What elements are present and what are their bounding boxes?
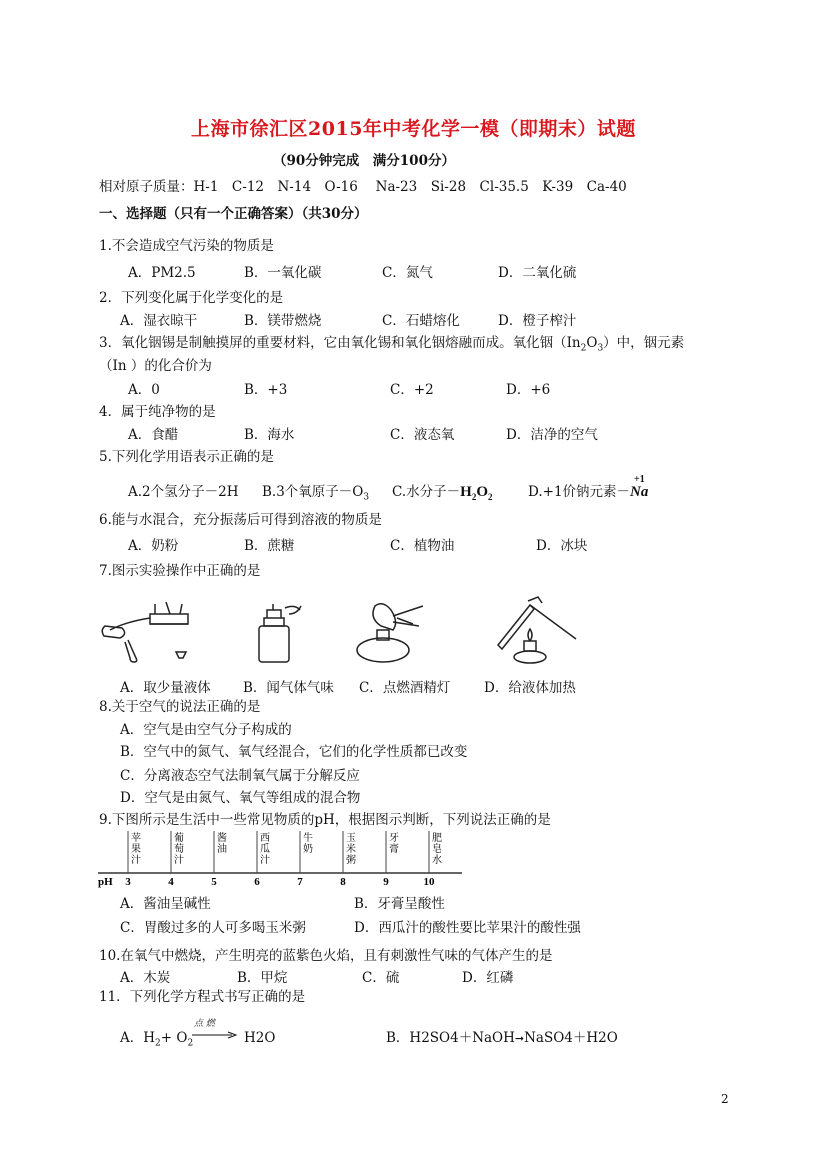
q10-option-d: D．红磷 xyxy=(462,970,514,986)
ph-substance-label: 水 xyxy=(432,855,442,866)
q4-option-c: C．液态氧 xyxy=(390,427,455,443)
q10-option-c: C．硫 xyxy=(362,970,400,986)
q3-stem-line2: （In ）的化合价为 xyxy=(99,358,212,374)
q7-option-d: D．给液体加热 xyxy=(484,680,576,696)
q5-option-b: B.3个氧原子$-O_3$ xyxy=(262,484,370,503)
ph-substance-label: 牙 xyxy=(389,833,399,844)
ph-substance-label: 萄 xyxy=(174,844,184,855)
q10-stem: 10.在氧气中燃烧，产生明亮的蓝紫色火焰，且有刺激性气味的气体产生的是 xyxy=(99,948,553,964)
subtitle: （90分钟完成 满分100分） xyxy=(273,153,455,169)
ph-substance-label: 果 xyxy=(131,844,141,855)
q8-option-b: B．空气中的氮气、氧气经混合，它们的化学性质都已改变 xyxy=(120,744,468,760)
ph-tick-label: 4 xyxy=(168,876,174,888)
q2-option-a: A．湿衣晾干 xyxy=(120,313,198,329)
ph-tick-label: 7 xyxy=(297,876,303,888)
lab-drawing-heating xyxy=(490,595,580,665)
q9-option-d: D．西瓜汁的酸性要比苹果汁的酸性强 xyxy=(354,920,581,936)
ph-substance-label: 粥 xyxy=(346,855,356,866)
ph-substance-label: 油 xyxy=(217,844,227,855)
q6-option-c: C．植物油 xyxy=(390,538,455,554)
arrow-icon: ➞ xyxy=(514,1032,525,1045)
q10-option-a: A．木炭 xyxy=(120,970,171,986)
ph-substance-label: 肥 xyxy=(432,833,442,844)
lab-drawing-alcohol-lamp xyxy=(353,600,433,665)
page-number: 2 xyxy=(721,1092,729,1106)
q5-option-d: D.+1价钠元素－ +1 Na xyxy=(528,474,649,500)
q5-option-c: C.水分子$-H_2O_2$ xyxy=(392,484,493,502)
ph-substance-label: 苹 xyxy=(131,833,141,844)
q5-option-a: A.2个氢分子－2H xyxy=(128,484,239,500)
q6-option-d: D．冰块 xyxy=(536,538,588,554)
q1-option-b: B．一氧化碳 xyxy=(244,265,322,281)
q1-stem: 1.不会造成空气污染的物质是 xyxy=(99,238,274,254)
ph-tick-label: 10 xyxy=(423,876,435,888)
ph-tick-label: 9 xyxy=(383,876,389,888)
ph-substance-label: 米 xyxy=(346,844,356,855)
ph-substance-label: 葡 xyxy=(174,833,184,844)
ph-tick-label: 6 xyxy=(254,876,260,888)
ph-substance-label: 玉 xyxy=(346,833,356,844)
q9-stem: 9.下图所示是生活中一些常见物质的pH，根据图示判断，下列说法正确的是 xyxy=(99,812,551,828)
ph-tick-label: 5 xyxy=(211,876,217,888)
q9-option-a: A．酱油呈碱性 xyxy=(120,896,211,912)
ph-substance-label: 汁 xyxy=(131,855,141,866)
reaction-arrow-icon xyxy=(192,1030,238,1040)
q8-option-c: C．分离液态空气法制氧气属于分解反应 xyxy=(120,768,360,784)
q6-stem: 6.能与水混合，充分振荡后可得到溶液的物质是 xyxy=(99,512,382,528)
q2-option-b: B．镁带燃烧 xyxy=(244,313,322,329)
q11-option-a-product: H2O xyxy=(244,1030,276,1046)
q1-option-c: C．氮气 xyxy=(382,265,433,281)
q11-stem: 11．下列化学方程式书写正确的是 xyxy=(99,989,306,1005)
atomic-masses: 相对原子质量：H-1 C-12 N-14 O-16 Na-23 Si-28 Cl-35.5 K-39 Ca-40 xyxy=(99,179,627,195)
ph-substance-label: 西 xyxy=(260,833,270,844)
q4-option-a: A．食醋 xyxy=(128,427,179,443)
q3-option-a: A．0 xyxy=(128,382,160,398)
ph-axis-label: pH xyxy=(98,876,113,888)
section-heading: 一、选择题（只有一个正确答案）（共30分） xyxy=(99,206,368,222)
ph-substance-label: 奶 xyxy=(303,844,313,855)
q6-option-a: A．奶粉 xyxy=(128,538,179,554)
ph-tick-label: 3 xyxy=(125,876,131,888)
q3-option-d: D．+6 xyxy=(506,382,551,398)
q5-stem: 5.下列化学用语表示正确的是 xyxy=(99,449,274,465)
q9-option-c: C．胃酸过多的人可多喝玉米粥 xyxy=(120,920,306,936)
q11-option-b: B．H2SO4＋NaOH➞NaSO4＋H2O xyxy=(386,1030,618,1046)
q3-option-b: B．+3 xyxy=(244,382,288,398)
q8-option-d: D．空气是由氮气、氧气等组成的混合物 xyxy=(120,790,361,806)
ph-substance-label: 瓜 xyxy=(260,844,270,855)
ph-substance-label: 膏 xyxy=(389,844,399,855)
q2-stem: 2．下列变化属于化学变化的是 xyxy=(99,290,284,306)
lab-drawing-bottle xyxy=(245,600,305,665)
q7-stem: 7.图示实验操作中正确的是 xyxy=(99,563,261,579)
q7-option-c: C．点燃酒精灯 xyxy=(359,680,451,696)
q11-option-a: A．$H_2+ O_2$ xyxy=(120,1030,194,1049)
lab-drawing-pipette xyxy=(100,600,195,665)
q3-stem-line1: 3．氧化铟锡是制触摸屏的重要材料，它由氧化锡和氧化铟熔融而成。氧化铟$(In_2O_3)$中，铟元素 xyxy=(99,335,685,354)
q4-option-b: B．海水 xyxy=(244,427,295,443)
q4-stem: 4．属于纯净物的是 xyxy=(99,404,216,420)
q1-option-a: A．PM2.5 xyxy=(128,265,196,281)
q4-option-d: D．洁净的空气 xyxy=(506,427,598,443)
ph-substance-label: 汁 xyxy=(260,855,270,866)
q10-option-b: B．甲烷 xyxy=(237,970,288,986)
ph-tick-label: 8 xyxy=(340,876,346,888)
q3-option-c: C．+2 xyxy=(390,382,434,398)
ph-scale-diagram xyxy=(96,831,466,889)
q2-option-d: D．橙子榨汁 xyxy=(498,313,577,329)
q2-option-c: C．石蜡熔化 xyxy=(382,313,460,329)
q1-option-d: D．二氧化硫 xyxy=(498,265,577,281)
q7-option-b: B．闻气体气味 xyxy=(243,680,334,696)
q8-option-a: A．空气是由空气分子构成的 xyxy=(120,722,292,738)
q9-option-b: B．牙膏呈酸性 xyxy=(354,896,445,912)
q6-option-b: B．蔗糖 xyxy=(244,538,295,554)
ph-substance-label: 汁 xyxy=(174,855,184,866)
ph-substance-label: 牛 xyxy=(303,833,313,844)
q8-stem: 8.关于空气的说法正确的是 xyxy=(99,699,261,715)
q7-option-a: A．取少量液体 xyxy=(120,680,211,696)
page-title: 上海市徐汇区2015年中考化学一模（即期末）试题 xyxy=(191,118,636,140)
q11-reaction-condition: 点 燃 xyxy=(194,1019,215,1029)
ph-substance-label: 酱 xyxy=(217,833,227,844)
ph-substance-label: 皂 xyxy=(432,844,442,855)
